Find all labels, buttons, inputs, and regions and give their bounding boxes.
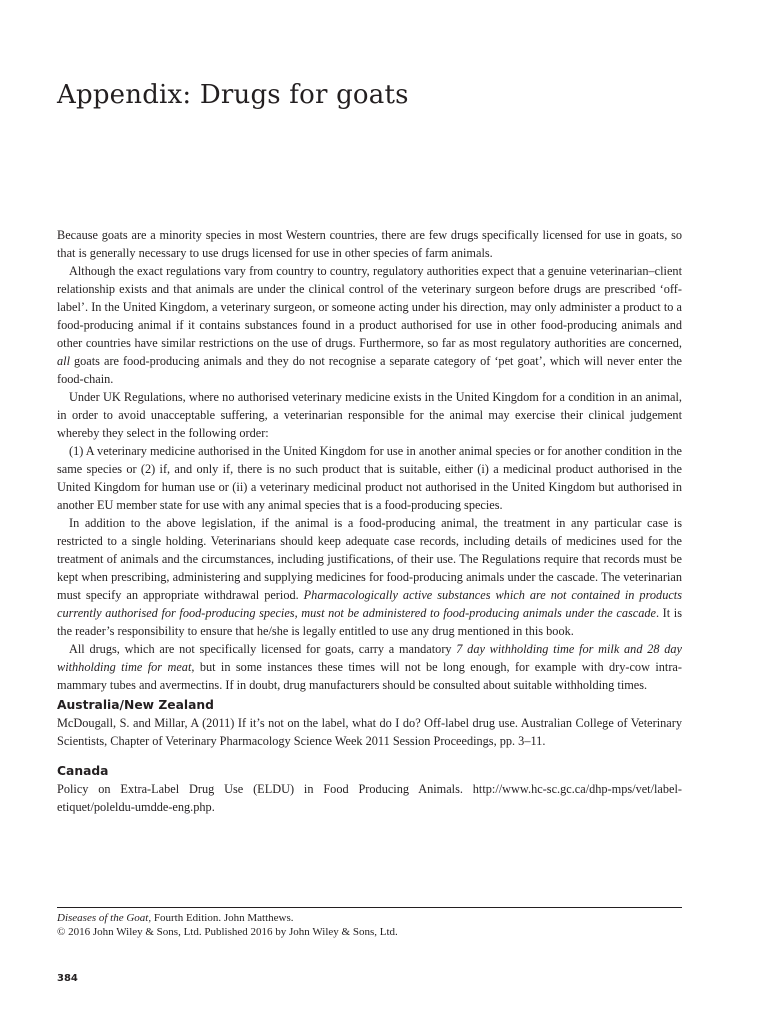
paragraph-intro: Because goats are a minority species in most Western countries, there are few drugs specifically licensed for use in goats, so that is generally necessary to use drugs licensed for use in other species of farm animals. [57,228,682,260]
section-heading-canada: Canada [57,764,109,778]
reference-canada: Policy on Extra-Label Drug Use (ELDU) in Food Producing Animals. http://www.hc-sc.gc.ca/dhp-mps/vet/label-etiquet/poleldu-umdde-eng.php. [57,782,682,814]
body-text [57,226,682,816]
section-heading-australia: Australia/New Zealand [57,698,214,712]
paragraph-legislation-emphasis: Pharmacologically active substances which are not contained in products currently authorised for food-producing species, must not be administered to food-producing animals under the cascade [57,588,682,620]
book-citation [57,911,682,925]
paragraph-withholding-text-1: All drugs, which are not specifically licensed for goats, carry a mandatory [69,642,457,656]
paragraph-withholding-emphasis: 7 day withholding time for milk and 28 day withholding time for meat, [57,642,682,674]
reference-australia: McDougall, S. and Millar, A (2011) If it’s not on the label, what do I do? Off-label drug use. Australian College of Veterinary Scientists, Chapter of Veterinary Pharmacology Science Week 2011 Session Proceedings, pp. 3–11. [57,716,682,748]
paragraph-regulations-text-2: goats are food-producing animals and they do not recognise a separate category of ‘pet goat’, which will never enter the food-chain. [57,354,682,386]
paragraph-regulations-emphasis: all [57,354,70,368]
paragraph-cascade-order: (1) A veterinary medicine authorised in the United Kingdom for use in another animal species or for another condition in the same species or (2) if, and only if, there is no such product that is suitable, either (i) a medicinal product authorised in the United Kingdom for human use or (ii) a veterinary medicinal product not authorised in the United Kingdom but authorised in another EU member state for use with any animal species that is a food-producing species. [57,444,682,512]
paragraph-legislation-text-2: . It is the reader’s responsibility to ensure that he/she is legally entitled to use any drug mentioned in this book. [57,606,682,638]
page-number: 384 [57,973,78,984]
page-title: Appendix: Drugs for goats [57,80,409,110]
copyright-notice: © 2016 John Wiley & Sons, Ltd. Published 2016 by John Wiley & Sons, Ltd. [57,926,398,938]
page-footer [57,907,682,939]
paragraph-regulations-text-1: Although the exact regulations vary from country to country, regulatory authorities expect that a genuine veterinarian–client relationship exists and that animals are under the clinical control of the veterinary surgeon before drugs are prescribed ‘off-label’. In the United Kingdom, a veterinary surgeon, or someone acting under his direction, may only administer a product to a food-producing animal if it contains substances found in a product authorised for use in other food-producing animals and other countries have similar restrictions on the use of drugs. Furthermore, so far as most regulatory authorities are concerned, [57,264,682,350]
book-edition: Fourth Edition. John Matthews. [151,912,294,924]
book-title: Diseases of the Goat, [57,912,152,924]
paragraph-withholding [57,640,682,694]
paragraph-withholding-text-2: but in some instances these times will not be long enough, for example with dry-cow intra-mammary tubes and avermectins. If in doubt, drug manufacturers should be consulted about suitable withholding times. [57,660,682,692]
document-page [57,0,682,1024]
paragraph-legislation [57,514,682,640]
paragraph-legislation-text-1: In addition to the above legislation, if the animal is a food-producing animal, the treatment in any particular case is restricted to a single holding. Veterinarians should keep adequate case records, including details of medicines used for the treatment of animals and the circumstances, including justifications, of their use. The Regulations require that records must be kept when prescribing, administering and supplying medicines for food-producing animals under the cascade. The veterinarian must specify an appropriate withdrawal period. [57,516,682,602]
paragraph-regulations [57,262,682,388]
paragraph-uk-regulations: Under UK Regulations, where no authorised veterinary medicine exists in the United Kingdom for a condition in an animal, in order to avoid unacceptable suffering, a veterinarian responsible for the animal may exercise their clinical judgement whereby they select in the following order: [57,390,682,440]
